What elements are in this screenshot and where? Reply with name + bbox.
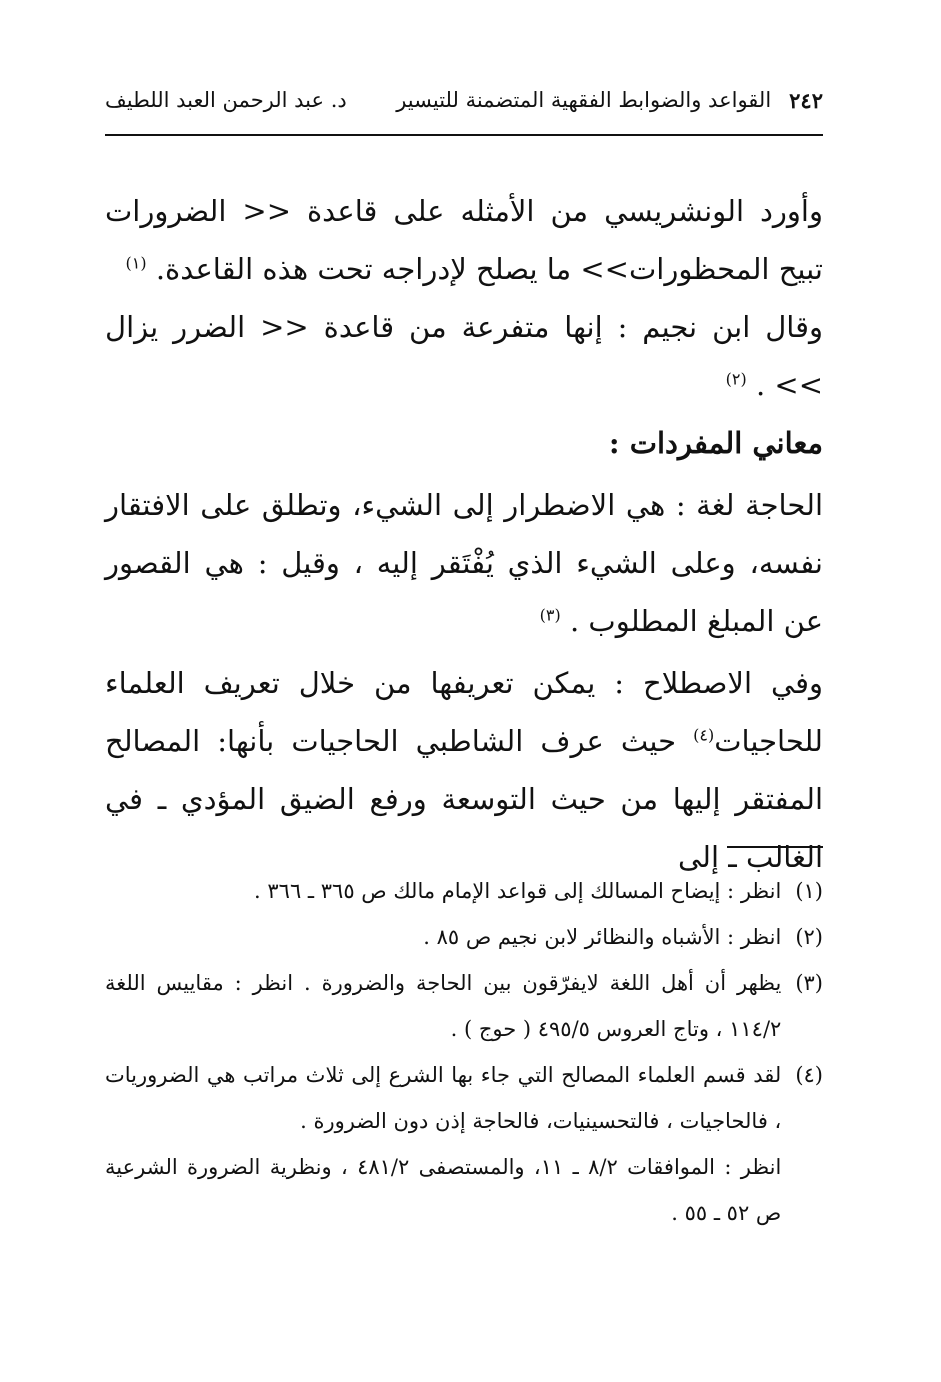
footnote-text-part-2: انظر : الموافقات ٨/٢ ـ ١١، والمستصفى ٤٨١/٢ ، ونظرية الضرورة الشرعية ص ٥٢ ـ ٥٥ . — [105, 1155, 782, 1225]
footnote-number: (٢) — [795, 925, 823, 949]
footnote-divider — [727, 846, 823, 848]
section-heading: معاني المفردات : — [608, 426, 823, 460]
page-number: ٢٤٢ — [789, 87, 823, 113]
footnote-number: (٣) — [795, 971, 823, 995]
paragraph-1 — [105, 182, 823, 298]
footnote-marker-4: (٤) — [693, 725, 715, 745]
footnote-3 — [105, 960, 823, 1052]
paragraph-4 — [105, 654, 823, 886]
footnote-number: (١) — [795, 879, 823, 903]
footnote-marker-3: (٣) — [539, 605, 561, 625]
paragraph-2 — [105, 298, 823, 414]
paragraph-3-text: الحاجة لغة : هي الاضطرار إلى الشيء، وتطلق على الافتقار نفسه، وعلى الشيء الذي يُفْتَقر إليه ، وقيل : هي القصور عن المبلغ المطلوب . — [105, 488, 823, 638]
footnote-text: يظهر أن أهل اللغة لايفرّقون بين الحاجة والضرورة . انظر : مقاييس اللغة ١١٤/٢ ، وتاج العروس ٤٩٥/٥ ( حوج ) . — [105, 971, 782, 1041]
footnote-marker-2: (٢) — [725, 369, 747, 389]
footnote-2 — [105, 914, 823, 960]
paragraph-4-text-a: وفي الاصطلاح : يمكن تعريفها من خلال تعريف العلماء للحاجيات — [105, 666, 823, 758]
footnote-text: انظر : الأشباه والنظائر لابن نجيم ص ٨٥ . — [423, 925, 782, 949]
paragraph-4-text-b: حيث عرف الشاطبي الحاجيات بأنها: المصالح المفتقر إليها من حيث التوسعة ورفع الضيق المؤدي ـ في الغالب ـ إلى — [105, 724, 823, 874]
author-name: د. عبد الرحمن العبد اللطيف — [105, 88, 347, 112]
footnotes — [105, 868, 823, 1236]
running-header — [105, 80, 823, 120]
paragraph-1-text: وأورد الونشريسي من الأمثله على قاعدة << الضرورات تبيح المحظورات>> ما يصلح لإدراجه تحت هذه القاعدة. — [105, 194, 823, 286]
footnote-marker-1: (١) — [125, 253, 147, 273]
footnote-number: (٤) — [795, 1063, 823, 1087]
footnote-text-part-1: لقد قسم العلماء المصالح التي جاء بها الشرع إلى ثلاث مراتب هي الضروريات ، فالحاجيات ، فالتحسينيات، فالحاجة إذن دون الضرورة . — [105, 1063, 782, 1133]
footnote-text — [105, 1052, 781, 1236]
paragraph-3 — [105, 476, 823, 650]
header-divider — [105, 134, 823, 136]
main-text — [105, 182, 823, 886]
paragraph-2-text: وقال ابن نجيم : إنها متفرعة من قاعدة << الضرر يزال >> . — [105, 310, 823, 402]
book-title: القواعد والضوابط الفقهية المتضمنة للتيسير — [396, 88, 772, 112]
footnote-4 — [105, 1052, 823, 1236]
footnote-1 — [105, 868, 823, 914]
footnote-text: انظر : إيضاح المسالك إلى قواعد الإمام مالك ص ٣٦٥ ـ ٣٦٦ . — [254, 879, 782, 903]
